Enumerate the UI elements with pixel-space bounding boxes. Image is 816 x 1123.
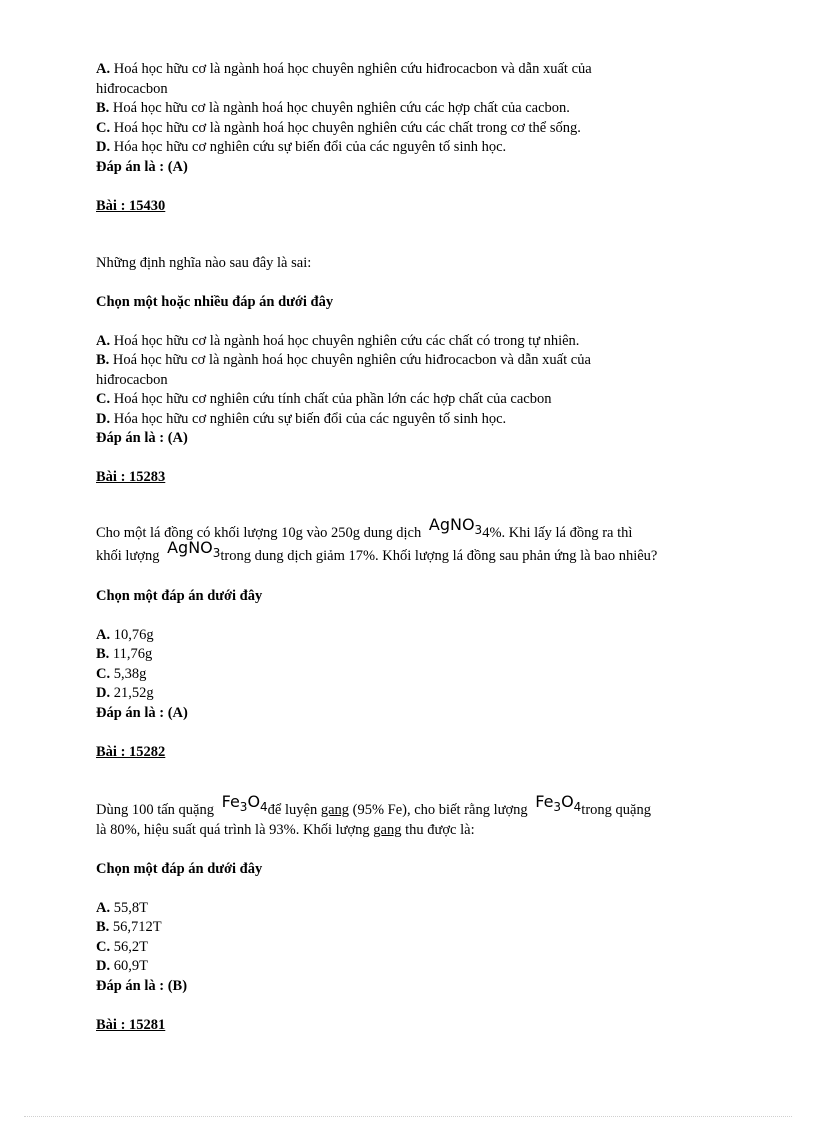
formula-subscript: 3 <box>239 799 248 814</box>
question-text: (95% Fe), cho biết rằng lượng <box>352 801 528 818</box>
option-letter: D. <box>96 958 111 974</box>
formula-part: Fe <box>535 791 554 811</box>
instruction-text: Chọn một đáp án dưới đây <box>96 860 263 877</box>
option-d: D. Hóa học hữu cơ nghiên cứu sự biến đổi của các nguyên tố sinh học. <box>96 139 507 155</box>
question-text: là 80%, hiệu suất quá trình là 93%. Khối lượng <box>96 821 370 838</box>
option-b: B. 56,712T <box>96 919 162 935</box>
formula-subscript: 3 <box>474 523 483 537</box>
document-page <box>96 60 736 1035</box>
option-c: C. Hoá học hữu cơ nghiên cứu tính chất của phần lớn các hợp chất của cacbon <box>96 391 552 407</box>
question-options <box>96 60 736 158</box>
option-c: C. 56,2T <box>96 938 148 955</box>
question-text: thu được là: <box>405 821 475 838</box>
question-text: Cho một lá đồng có khối lượng 10g vào 250g dung dịch <box>96 525 422 541</box>
option-a: A. 55,8T <box>96 899 148 916</box>
question-text: khối lượng <box>96 548 160 564</box>
option-letter: A. <box>96 899 111 916</box>
formula-part: O <box>247 791 261 811</box>
question-text: để luyện <box>267 801 318 818</box>
option-b-wrap: hiđrocacbon <box>96 371 168 388</box>
problem-title: Bài : 15281 <box>96 1016 166 1033</box>
option-letter: A. <box>96 332 111 349</box>
answer-label: Đáp án là : (A) <box>96 430 188 446</box>
option-letter: D. <box>96 410 111 427</box>
question-text: Những định nghĩa nào sau đây là sai: <box>96 254 312 271</box>
option-letter: D. <box>96 139 111 155</box>
question-text: Dùng 100 tấn quặng <box>96 801 214 818</box>
formula-subscript: 3 <box>212 546 221 560</box>
answer-label: Đáp án là : (A) <box>96 158 188 175</box>
question-text-line-1 <box>96 791 736 821</box>
option-letter: C. <box>96 119 111 136</box>
formula-subscript: 3 <box>553 799 562 814</box>
question-text: trong dung dịch giảm 17%. Khối lượng lá đồng sau phản ứng là bao nhiêu? <box>220 548 658 564</box>
option-letter: D. <box>96 685 111 701</box>
option-letter: B. <box>96 352 110 368</box>
answer-label: Đáp án là : (A) <box>96 704 188 721</box>
option-letter: A. <box>96 626 111 643</box>
formula-part: Fe <box>221 791 240 811</box>
option-letter: B. <box>96 100 110 116</box>
option-b: B. 11,76g <box>96 646 153 662</box>
option-a-wrap: hiđrocacbon <box>96 80 168 97</box>
page-bottom-divider <box>24 1116 792 1117</box>
instruction-text: Chọn một hoặc nhiều đáp án dưới đây <box>96 293 334 310</box>
instruction-text: Chọn một đáp án dưới đây <box>96 587 263 604</box>
option-a: A. Hoá học hữu cơ là ngành hoá học chuyên nghiên cứu các chất có trong tự nhiên. <box>96 332 580 349</box>
option-letter: C. <box>96 938 111 955</box>
fe3o4-formula <box>531 791 582 814</box>
option-letter: B. <box>96 919 110 935</box>
option-letter: C. <box>96 391 111 407</box>
option-a: A. Hoá học hữu cơ là ngành hoá học chuyên nghiên cứu hiđrocacbon và dẫn xuất của <box>96 61 592 77</box>
question-text-line-2 <box>96 821 736 841</box>
option-letter: B. <box>96 646 110 662</box>
problem-title: Bài : 15430 <box>96 197 166 214</box>
agno3-formula <box>425 515 483 537</box>
option-c: C. Hoá học hữu cơ là ngành hoá học chuyên nghiên cứu các chất trong cơ thể sống. <box>96 119 581 136</box>
question-text: trong quặng <box>581 801 651 818</box>
formula-subscript: 4 <box>260 799 268 814</box>
option-b: B. Hoá học hữu cơ là ngành hoá học chuyên nghiên cứu các hợp chất của cacbon. <box>96 100 570 116</box>
option-a: A. 10,76g <box>96 626 154 643</box>
option-c: C. 5,38g <box>96 665 147 682</box>
option-d: D. 60,9T <box>96 958 148 974</box>
problem-title: Bài : 15283 <box>96 469 166 485</box>
formula-main: AgNO <box>428 515 475 534</box>
gang-link-text: gang <box>320 801 350 818</box>
option-letter: C. <box>96 665 111 682</box>
gang-link-text: gang <box>373 821 402 838</box>
problem-title: Bài : 15282 <box>96 743 166 760</box>
agno3-formula <box>163 538 221 560</box>
question-text-line-2 <box>96 538 736 567</box>
option-d: D. 21,52g <box>96 685 154 701</box>
formula-part: O <box>561 791 574 811</box>
question-text: 4%. Khi lấy lá đồng ra thì <box>482 525 633 541</box>
option-a-text: Hoá học hữu cơ là ngành hoá học chuyên nghiên cứu hiđrocacbon và dẫn xuất của <box>113 61 592 77</box>
fe3o4-formula <box>218 791 268 814</box>
answer-label: Đáp án là : (B) <box>96 977 188 994</box>
option-b: B. Hoá học hữu cơ là ngành hoá học chuyên nghiên cứu hiđrocacbon và dẫn xuất của <box>96 352 591 368</box>
option-d: D. Hóa học hữu cơ nghiên cứu sự biến đổi của các nguyên tố sinh học. <box>96 410 507 427</box>
formula-main: AgNO <box>167 538 213 557</box>
formula-subscript: 4 <box>573 799 582 814</box>
